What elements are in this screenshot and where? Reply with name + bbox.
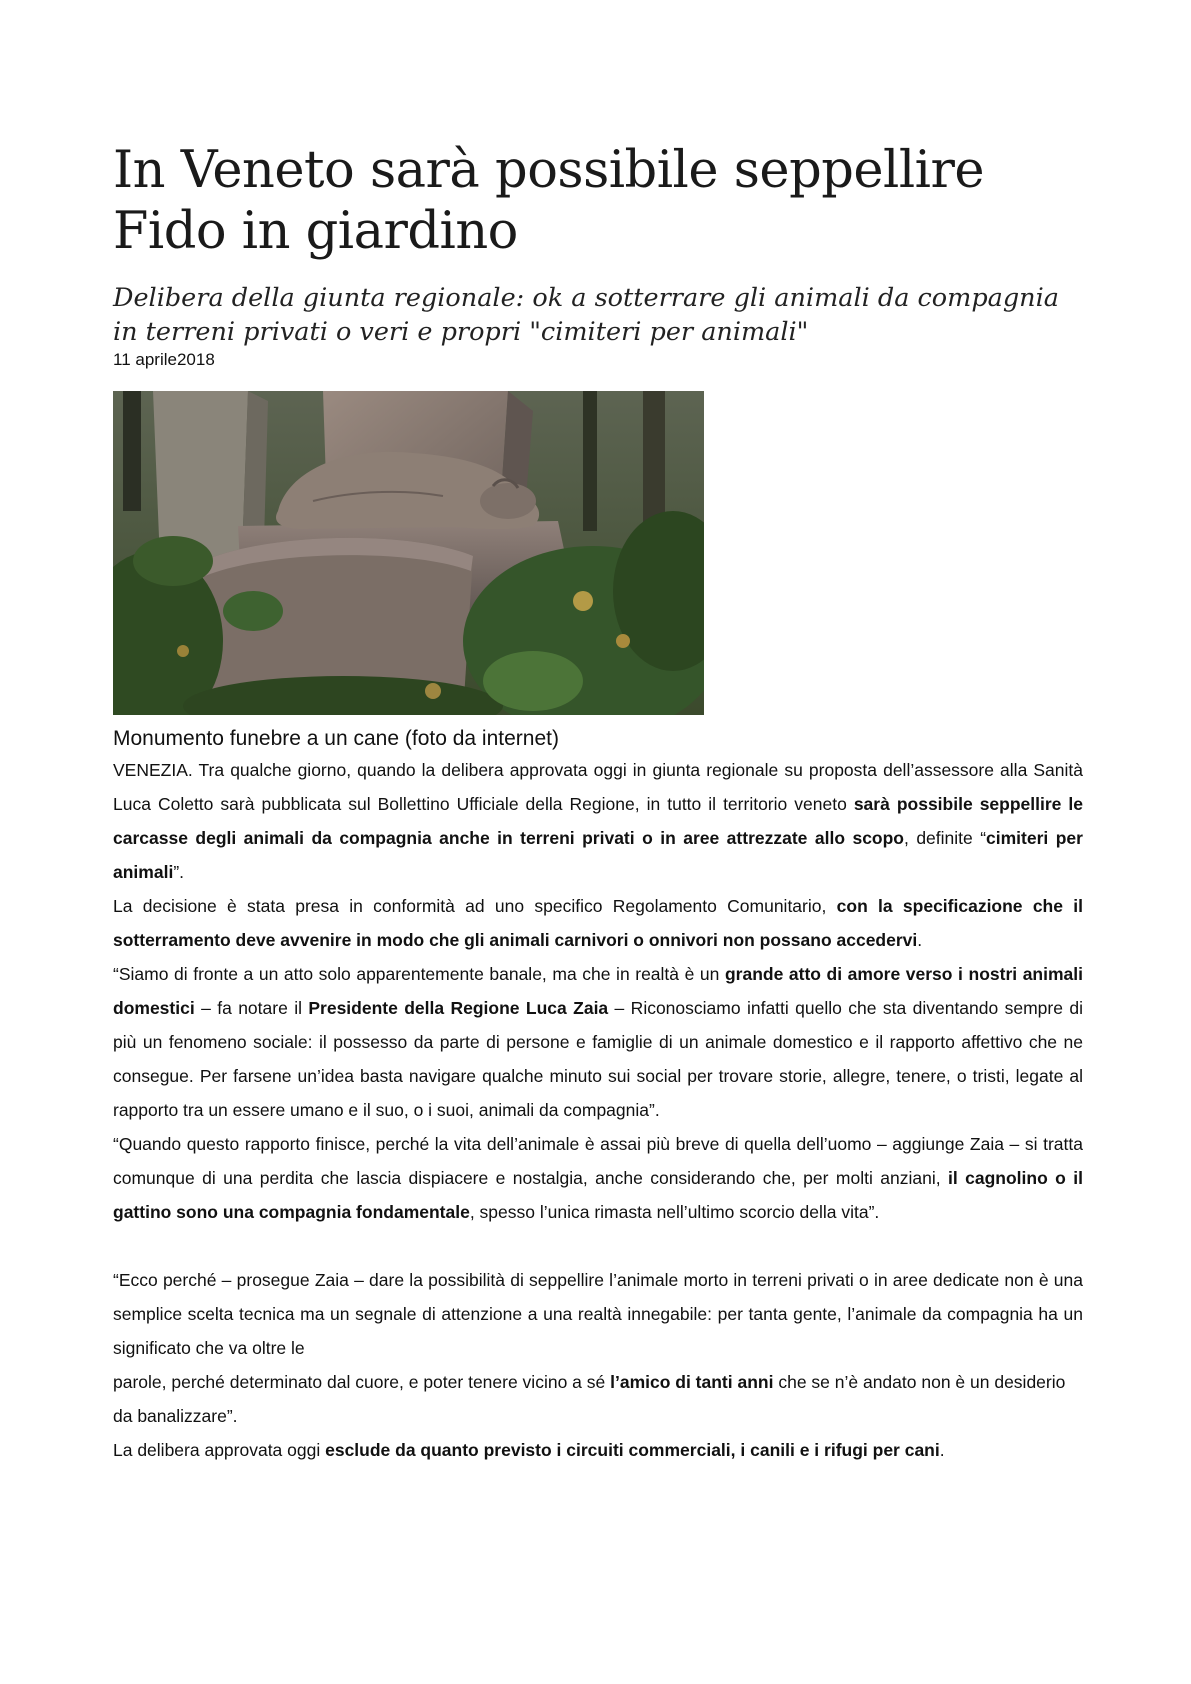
p7-text: La delibera approvata oggi (113, 1440, 326, 1460)
title-line-2: Fido in giardino (113, 202, 518, 261)
paragraph-5 (113, 1263, 1083, 1365)
dog-monument-photo (113, 391, 704, 715)
p1-bold: sarà possibile seppellire le carcasse degli animali da compagnia anche in terreni privati o in aree attrezzate allo scopo (113, 794, 1083, 848)
p6-text-2: che se n’è andato non è un desiderio da banalizzare”. (113, 1372, 1066, 1426)
paragraph-1 (113, 753, 1083, 889)
p3-text-2: – fa notare il (194, 998, 309, 1018)
p6-bold: l’amico di tanti anni (610, 1372, 774, 1392)
p1-text-2: , definite “ (904, 828, 987, 848)
article-subtitle: Delibera della giunta regionale: ok a sotterrare gli animali da compagnia in terreni privati o veri e propri "cimiteri per animali" (113, 283, 1059, 347)
article-title (113, 140, 1083, 262)
p5-text: “Ecco perché – prosegue Zaia – dare la possibilità di seppellire l’animale morto in terreni privati o in aree dedicate non è una semplice scelta tecnica ma un segnale di attenzione a una realtà innegabile: per tanta gente, l’animale da compagnia ha un significato che va oltre le (113, 1270, 1083, 1358)
paragraph-2 (113, 889, 1083, 957)
p1-text-3: ”. (173, 862, 185, 882)
p2-text: La decisione è stata presa in conformità ad uno specifico Regolamento Comunitario, (113, 896, 837, 916)
p3-bold-2: Presidente della Regione Luca Zaia (308, 998, 609, 1018)
article-date: 11 aprile2018 (113, 350, 215, 369)
paragraph-4 (113, 1127, 1083, 1229)
p2-text-2: . (917, 930, 923, 950)
p6-text: parole, perché determinato dal cuore, e poter tenere vicino a sé (113, 1372, 611, 1392)
photo-caption: Monumento funebre a un cane (foto da internet) (113, 727, 559, 750)
article-body (113, 753, 1083, 1467)
article (113, 140, 1083, 1467)
p3-bold: grande atto di amore verso i nostri animali domestici (113, 964, 1083, 1018)
p4-text: “Quando questo rapporto finisce, perché la vita dell’animale è assai più breve di quella dell’uomo – aggiunge Zaia – si tratta comunque di una perdita che lascia dispiacere e nostalgia, anche considerando che, per molti anziani, (113, 1134, 1083, 1188)
p1-text: VENEZIA. Tra qualche giorno, quando la delibera approvata oggi in giunta regionale su proposta dell’assessore alla Sanità Luca Coletto sarà pubblicata sul Bollettino Ufficiale della Regione, in tutto il territorio veneto (113, 760, 1083, 814)
p7-text-2: . (939, 1440, 945, 1460)
p7-bold: esclude da quanto previsto i circuiti commerciali, i canili e i rifugi per cani (325, 1440, 940, 1460)
title-line-1: In Veneto sarà possibile seppellire (113, 141, 985, 200)
paragraph-6 (113, 1365, 1083, 1433)
paragraph-gap (113, 1229, 1083, 1263)
p1-bold-2: cimiteri per animali (113, 828, 1083, 882)
paragraph-3 (113, 957, 1083, 1127)
p2-bold: con la specificazione che il sotterramento deve avvenire in modo che gli animali carnivori o onnivori non possano accedervi (113, 896, 1083, 950)
p3-text: “Siamo di fronte a un atto solo apparentemente banale, ma che in realtà è un (113, 964, 725, 984)
p3-text-3: – Riconosciamo infatti quello che sta diventando sempre di più un fenomeno sociale: il possesso da parte di persone e famiglie di un animale domestico e il rapporto affettivo che ne consegue. Per farsene un’idea basta navigare qualche minuto sui social per trovare storie, allegre, tenere, o tristi, legate al rapporto tra un essere umano e il suo, o i suoi, animali da compagnia”. (113, 998, 1083, 1120)
paragraph-7 (113, 1433, 1083, 1467)
p4-bold: il cagnolino o il gattino sono una compagnia fondamentale (113, 1168, 1083, 1222)
p4-text-2: , spesso l’unica rimasta nell’ultimo scorcio della vita”. (469, 1202, 880, 1222)
